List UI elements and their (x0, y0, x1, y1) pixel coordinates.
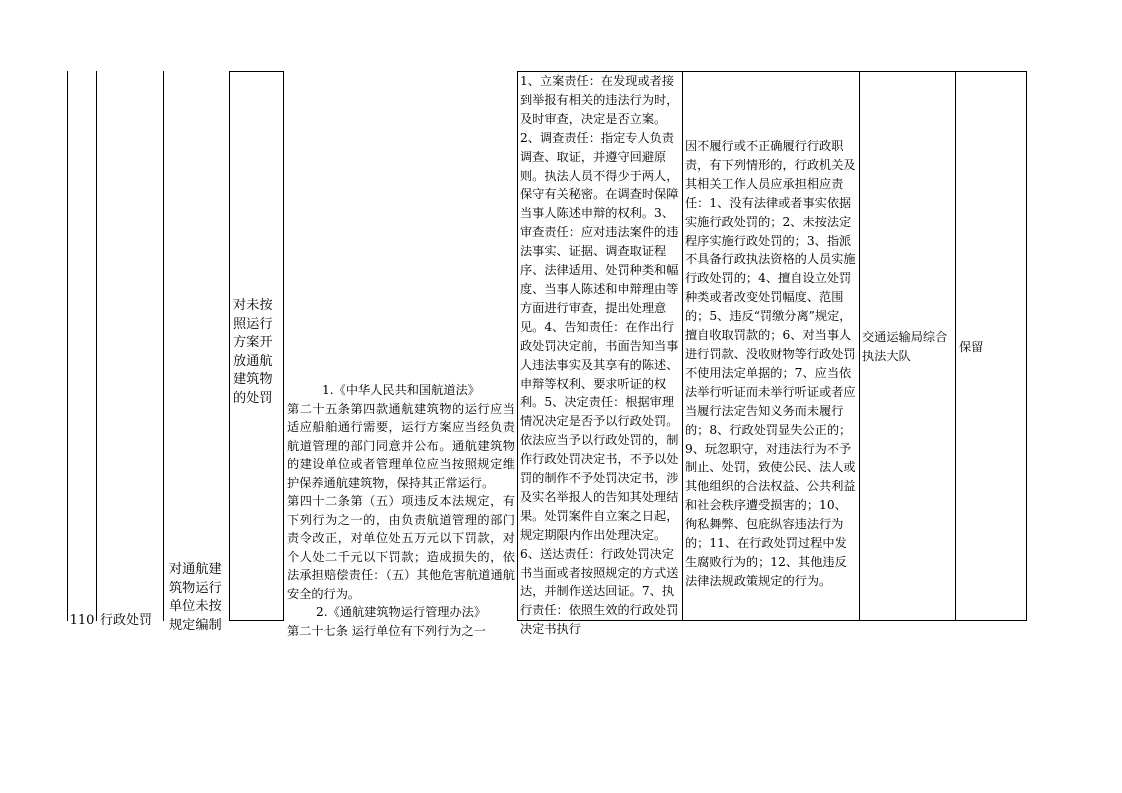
rule (1026, 71, 1027, 621)
rule (67, 71, 68, 621)
responsibility-main: 1、立案责任：在发现或者接到举报有相关的违法行为时，及时审查，决定是否立案。2、调查责任：指定专人负责调查、取证，并遵守回避原则。执法人员不得少于两人，保守有关秘密。在调查时保障当事人陈述申辩的权利。3、审查责任：应对违法案件的违法事实、证据、调查取证程序、法律适用、处罚种类和幅度、当事人陈述和申辩理由等方面进行审查，提出处理意见。4、告知责任：在作出行政处罚决定前，书面告知当事人违法事实及其享有的陈述、申辩等权利、要求听证的权利。5、决定责任：根据审理情况决定是否予以行政处罚。依法应当予以行政处罚的，制作行政处罚决定书，不予以处罚的制作不予处罚决定书，涉及实名举报人的告知其处理结果。处罚案件自立案之日起，规定期限内作出处理决定。 (520, 74, 679, 542)
basis-article-27: 第二十七条 运行单位有下列行为之一 (287, 623, 486, 638)
rule (859, 71, 860, 621)
basis-article-42: 第四十二条第（五）项违反本法规定，有下列行为之一的，由负责航道管理的部门责令改正，对单位处五万元以下罚款，对个人处二千元以下罚款；造成损失的，依法承担赔偿责任：（五）其他危害航道通航安全的行为。 (287, 494, 515, 601)
item-sub: 对未按照运行方案开放通航建筑物的处罚 (233, 298, 273, 406)
rule (229, 71, 283, 72)
rule (955, 71, 956, 621)
responsibility-tail: 6、送达责任：行政处罚决定书当面或者按照规定的方式送达，并制作送达回证。7、执行责任：依照生效的行政处罚决定书执行 (520, 546, 679, 637)
basis-regulation-title: 2.《通航建筑物运行管理办法》 (315, 605, 487, 619)
department: 交通运输局综合执法大队 (862, 330, 948, 363)
responsibility-text (520, 72, 680, 637)
accountability-text: 因不履行或不正确履行行政职责，有下列情形的，行政机关及其相关工作人员应承担相应责任：1、没有法律或者事实依据实施行政处罚的；2、未按法定程序实施行政处罚的；3、指派不具备行政执法资格的人员实施行政处罚的；4、擅自设立处罚种类或者改变处罚幅度、范围的；5、违反“罚缴分离”规定，擅自收取罚款的；6、对当事人进行罚款、没收财物等行政处罚不使用法定单据的；7、应当依法举行听证而未举行听证或者应当履行法定告知义务而未履行的；8、行政处罚显失公正的；9、玩忽职守，对违法行为不予制止、处罚，致使公民、法人或其他组织的合法权益、公共利益和社会秩序遭受损害的；10、徇私舞弊、包庇纵容违法行为的；11、在行政处罚过程中发生腐败行为的；12、其他违反法律法规政策规定的行为。 (685, 139, 856, 588)
legal-basis (287, 381, 515, 638)
item-parent: 对通航建筑物运行单位未按规定编制 (169, 562, 222, 633)
basis-law-title: 1.《中华人民共和国航道法》 (322, 383, 480, 397)
row-category: 行政处罚 (100, 613, 153, 628)
rule (96, 71, 97, 621)
rule (283, 71, 284, 621)
rule (517, 71, 518, 621)
rule (229, 71, 230, 621)
rule (163, 71, 164, 621)
rule (682, 71, 683, 621)
status: 保留 (959, 340, 984, 354)
rule (229, 620, 283, 621)
row-number: 110 (69, 613, 95, 628)
basis-article-25: 第二十五条第四款通航建筑物的运行应当适应船舶通行需要，运行方案应当经负责航道管理的部门同意并公布。通航建筑物的建设单位或者管理单位应当按照规定维护保养通航建筑物，保持其正常运行。 (287, 401, 515, 490)
